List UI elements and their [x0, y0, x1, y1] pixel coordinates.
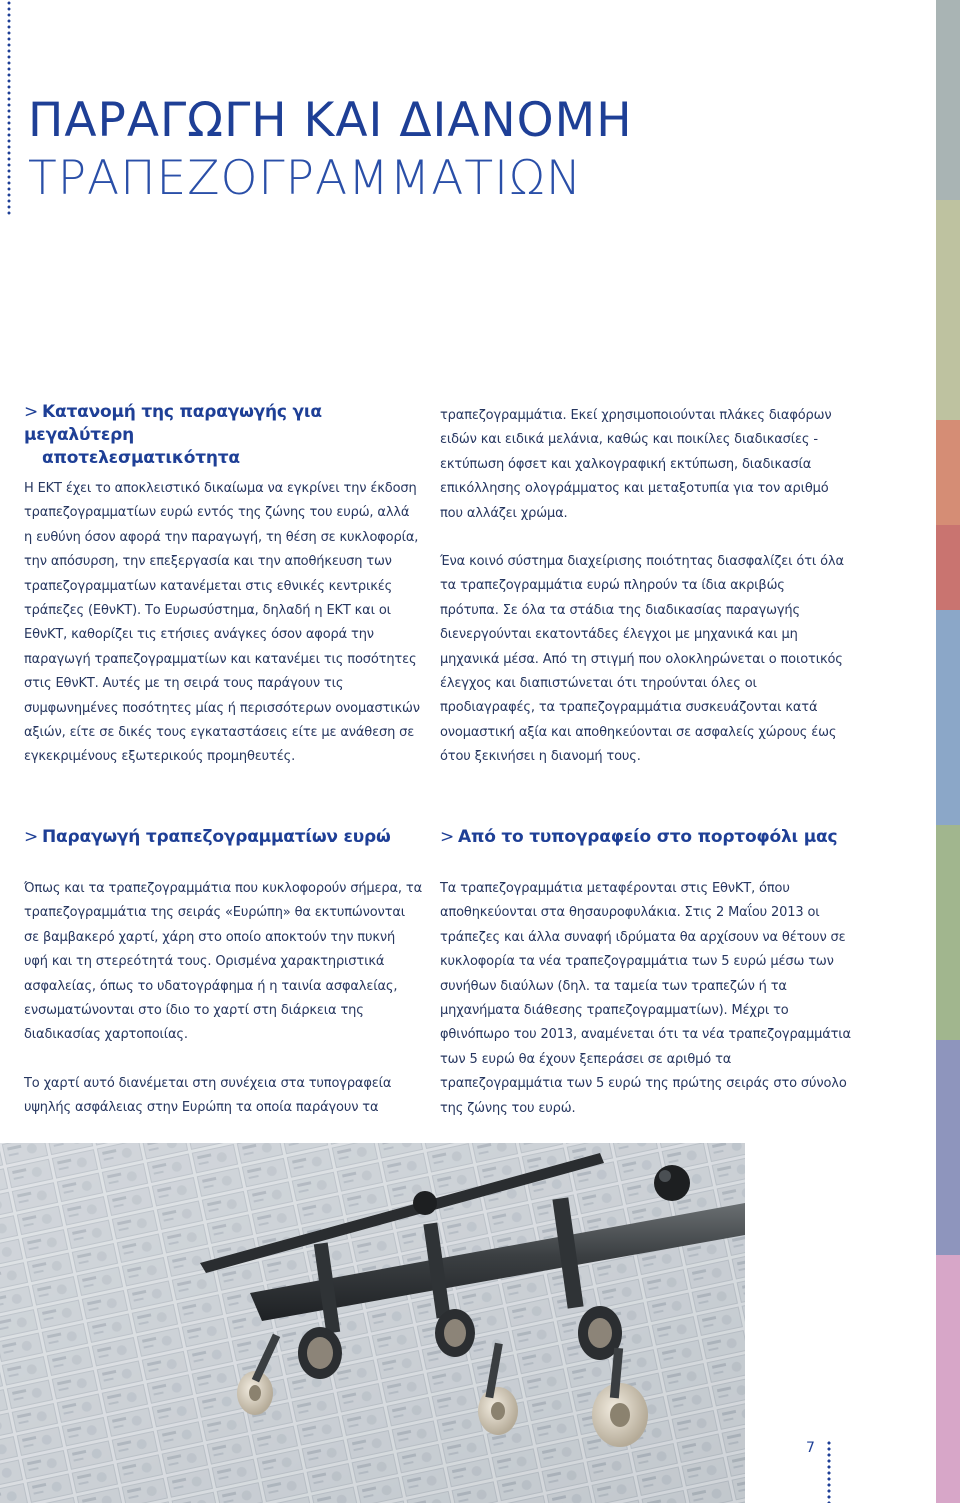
paragraph: Το χαρτί αυτό διανέμεται στη συνέχεια στα τυπογραφεία υψηλής ασφάλειας στην Ευρώπη τα οποία παράγουν τα [24, 1075, 392, 1116]
title-line-1: ΠΑΡΑΓΩΓΗ ΚΑΙ ΔΙΑΝΟΜΗ [28, 93, 633, 148]
stripe [936, 825, 960, 1040]
chevron-right-icon: > [24, 827, 39, 847]
decorative-dot-line [7, 0, 11, 215]
production-body [24, 877, 422, 1121]
paragraph: Όπως και τα τραπεζογραμμάτια που κυκλοφορούν σήμερα, τα τραπεζογραμμάτια της σειράς «Ευρώπη» θα εκτυπώνονται σε βαμβακερό χαρτί, χάρη στο οποίο αποκτούν την πυκνή υφή και τη στερεότητά τους. Ορισμένα χαρακτηριστικά ασφαλείας, όπως το υδατογράφημα ή η ταινία ασφαλείας, ενσωματώνονται στο ίδιο το χαρτί στη διάρκεια της διαδικασίας χαρτοποιίας. [24, 881, 422, 1043]
heading-wallet [440, 826, 860, 849]
paragraph: Ένα κοινό σύστημα διαχείρισης ποιότητας διασφαλίζει ότι όλα τα τραπεζογραμμάτια ευρώ πληρούν τα ίδια ακριβώς πρότυπα. Σε όλα τα στάδια της διαδικασίας παραγωγής διενεργούνται εκατοντάδες έλεγχοι με μηχανικά και μη μηχανικά μέσα. Από τη στιγμή που ολοκληρώνεται ο ποιοτικός έλεγχος και διαπιστώνεται ότι τηρούνται όλες οι προδιαγραφές, τα τραπεζογραμμάτια συσκευάζονται κατά ονομαστική αξία και αποθηκεύονται σε ασφαλείς χώρους έως ότου ξεκινήσει η διανομή τους. [440, 554, 844, 765]
heading-distribution-line2: αποτελεσματικότητα [42, 448, 240, 468]
heading-distribution [24, 401, 424, 470]
heading-production [24, 826, 424, 849]
chevron-right-icon: > [440, 827, 455, 847]
paragraph: Τα τραπεζογραμμάτια μεταφέρονται στις ΕθνΚΤ, όπου αποθηκεύονται στα θησαυροφυλάκια. Στις 2 Μαΐου 2013 οι τράπεζες και άλλα συναφή ιδρύματα θα αρχίσουν να θέτουν σε κυκλοφορία τα νέα τραπεζογραμμάτια των 5 ευρώ μέσω των συνήθων διαύλων (δηλ. τα ταμεία των τραπεζών ή τα μηχανήματα διάθεσης τραπεζογραμματίων). Μέχρι το φθινόπωρο του 2013, αναμένεται ότι τα νέα τραπεζογραμμάτια των 5 ευρώ θα έχουν ξεπεράσει σε αριθμό τα τραπεζογραμμάτια των 5 ευρώ της πρώτης σειράς στο σύνολο της ζώνης του ευρώ. [440, 881, 851, 1116]
stripe [936, 610, 960, 825]
continuation-body [440, 404, 846, 770]
color-stripes [936, 0, 960, 1503]
stripe [936, 0, 960, 200]
stripe [936, 1255, 960, 1503]
stripe [936, 1040, 960, 1255]
paragraph: Η ΕΚΤ έχει το αποκλειστικό δικαίωμα να εγκρίνει την έκδοση τραπεζογραμματίων ευρώ εντός της ζώνης του ευρώ, αλλά η ευθύνη όσον αφορά την παραγωγή, τη θέση σε κυκλοφορία, την απόσυρση, την επεξεργασία και την αποθήκευση των τραπεζογραμματίων κατανέμεται στις εθνικές κεντρικές τράπεζες (ΕθνΚΤ). Το Ευρωσύστημα, δηλαδή η ΕΚΤ και οι ΕθνΚΤ, καθορίζει τις ετήσιες ανάγκες όσον αφορά την παραγωγή τραπεζογραμματίων και κατανέμει τις ποσότητες στις ΕθνΚΤ. Αυτές με τη σειρά τους παράγουν τις συμφωνημένες ποσότητες μίας ή περισσότερων ονομαστικών αξιών, είτε σε δικές τους εγκαταστάσεις είτε με ανάθεση σε εγκεκριμένους εξωτερικούς προμηθευτές. [24, 481, 420, 765]
paragraph: τραπεζογραμμάτια. Εκεί χρησιμοποιούνται πλάκες διαφόρων ειδών και ειδικά μελάνια, καθώς και ποικίλες διαδικασίες - εκτύπωση όφσετ και χαλκογραφική εκτύπωση, διαδικασία επικόλλησης ολογράμματος και μεταξοτυπία για τον αριθμό που αλλάζει χρώμα. [440, 408, 832, 521]
distribution-body [24, 477, 420, 770]
heading-distribution-line1: Κατανομή της παραγωγής για μεγαλύτερη [24, 402, 322, 445]
decorative-dot-line-footer [826, 1440, 832, 1503]
photo-illustration [0, 1143, 745, 1503]
title-line-2: ΤΡΑΠΕΖΟΓΡΑΜΜΑΤΙΩΝ [28, 151, 583, 206]
heading-production-text: Παραγωγή τραπεζογραμματίων ευρώ [42, 827, 391, 847]
banknote-printing-press-photo [0, 1143, 745, 1503]
stripe [936, 525, 960, 610]
stripe [936, 200, 960, 420]
heading-wallet-text: Από το τυπογραφείο στο πορτοφόλι μας [458, 827, 838, 847]
page-number: 7 [806, 1440, 815, 1456]
chevron-right-icon: > [24, 402, 39, 422]
stripe [936, 420, 960, 525]
wallet-body [440, 877, 852, 1121]
page-title [28, 92, 633, 208]
